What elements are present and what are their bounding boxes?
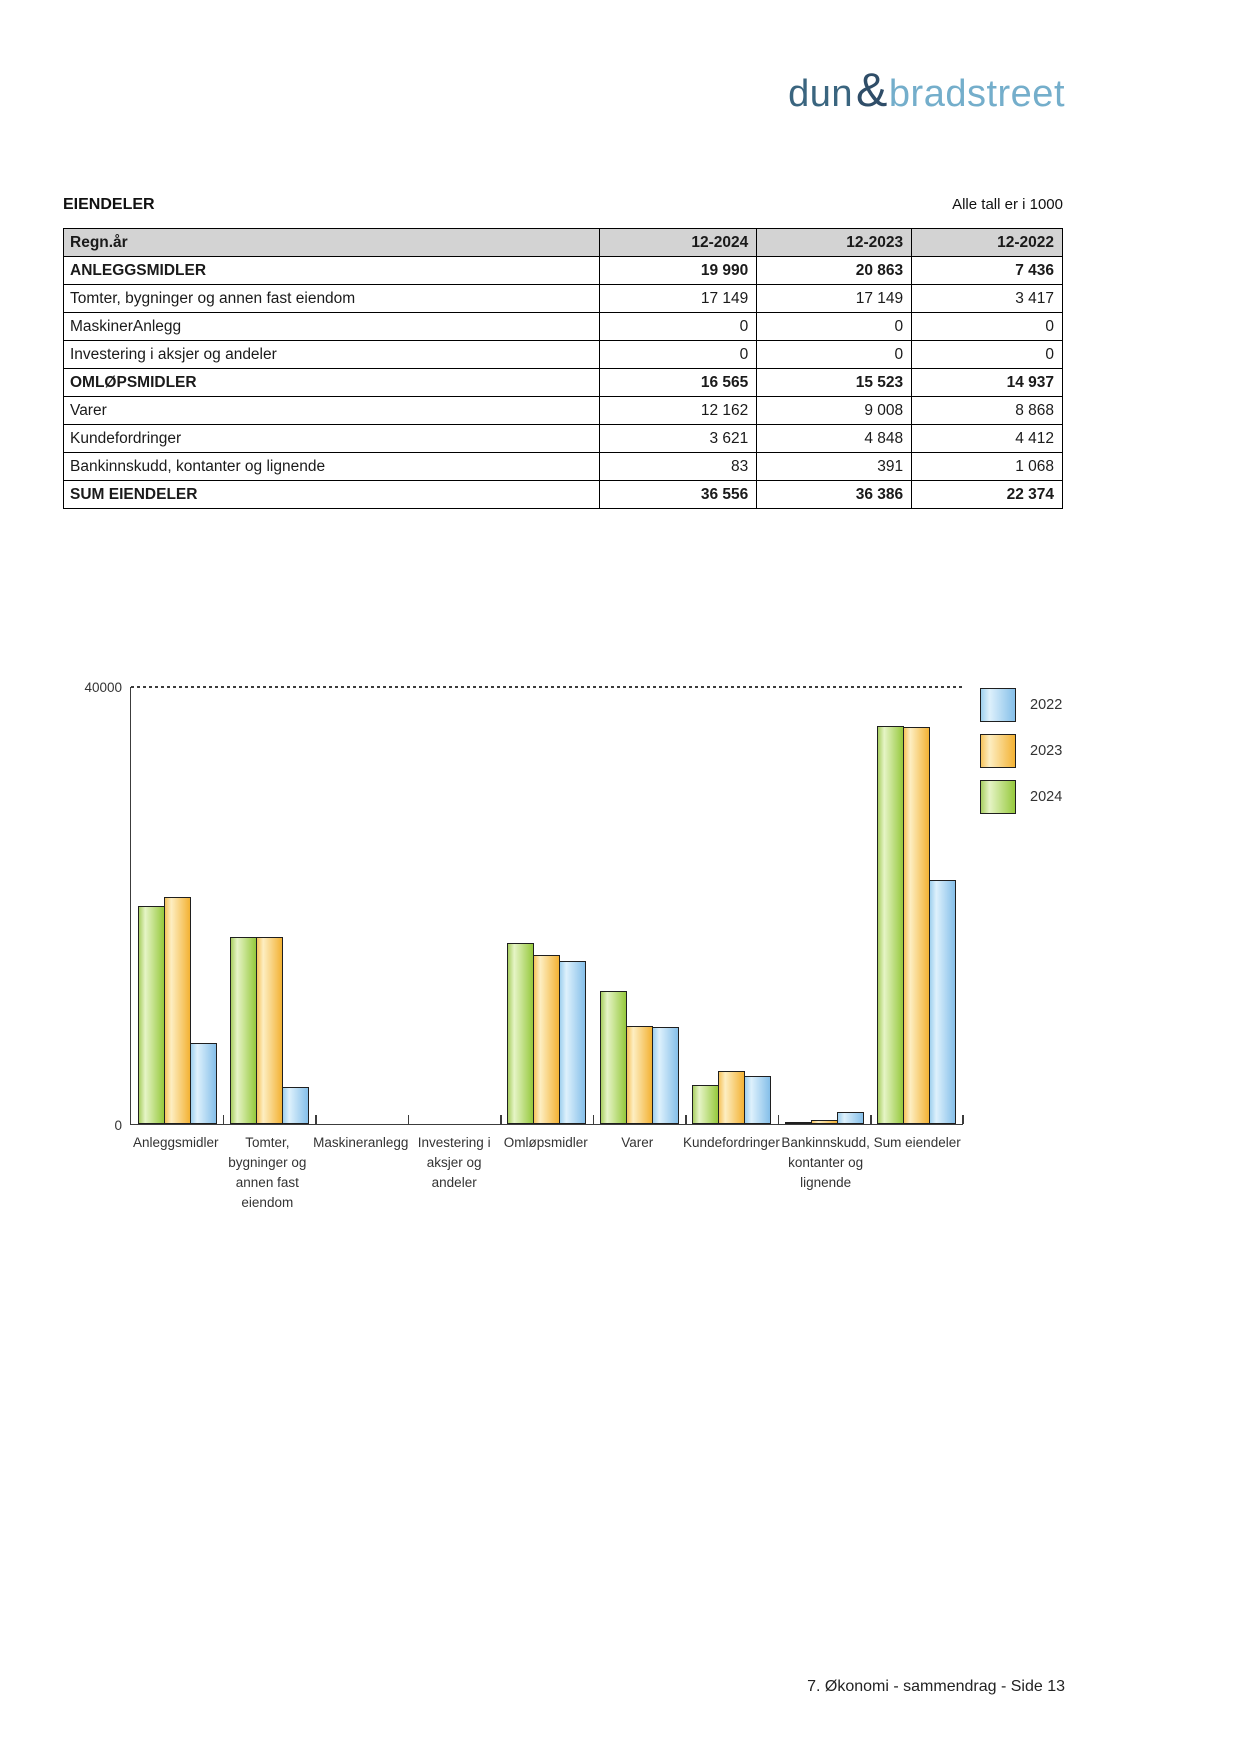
table-header-12-2022: 12-2022 bbox=[912, 229, 1063, 257]
row-value: 0 bbox=[600, 313, 757, 341]
row-label: Investering i aksjer og andeler bbox=[64, 341, 600, 369]
table-row bbox=[64, 453, 1063, 481]
logo-text-bradstreet: bradstreet bbox=[888, 73, 1065, 115]
bar-group bbox=[871, 687, 963, 1124]
row-value: 20 863 bbox=[757, 257, 912, 285]
row-label: Bankinnskudd, kontanter og lignende bbox=[64, 453, 600, 481]
assets-table bbox=[63, 228, 1063, 509]
row-label: Kundefordringer bbox=[64, 425, 600, 453]
legend-row bbox=[980, 734, 1062, 768]
row-label: Tomter, bygninger og annen fast eiendom bbox=[64, 285, 600, 313]
bar-2022 bbox=[929, 880, 956, 1124]
category-label-line: Investering i bbox=[417, 1135, 491, 1150]
table-row bbox=[64, 285, 1063, 313]
legend-label: 2023 bbox=[1030, 743, 1063, 759]
row-label: ANLEGGSMIDLER bbox=[64, 257, 600, 285]
bar-2022 bbox=[190, 1043, 217, 1124]
bar-2022 bbox=[744, 1076, 771, 1124]
row-value: 391 bbox=[757, 453, 912, 481]
category-label-line: Tomter, bbox=[245, 1135, 290, 1150]
bar-2024 bbox=[785, 1122, 812, 1124]
row-value: 1 068 bbox=[912, 453, 1063, 481]
logo-ampersand-icon: & bbox=[856, 63, 888, 116]
category-label-line: eiendom bbox=[241, 1195, 294, 1210]
legend-swatch-2023 bbox=[980, 734, 1016, 768]
units-note: Alle tall er i 1000 bbox=[952, 196, 1063, 213]
category-label-line: lignende bbox=[800, 1175, 852, 1190]
row-value: 0 bbox=[757, 313, 912, 341]
bar-2024 bbox=[230, 937, 257, 1124]
bar-group bbox=[316, 687, 408, 1124]
row-label: MaskinerAnlegg bbox=[64, 313, 600, 341]
legend-swatch-2024 bbox=[980, 780, 1016, 814]
row-value: 0 bbox=[912, 341, 1063, 369]
bar-group bbox=[223, 687, 315, 1124]
table-row bbox=[64, 397, 1063, 425]
row-value: 0 bbox=[757, 341, 912, 369]
row-value: 8 868 bbox=[912, 397, 1063, 425]
row-value: 36 556 bbox=[600, 481, 757, 509]
row-label: SUM EIENDELER bbox=[64, 481, 600, 509]
bar-2024 bbox=[507, 943, 534, 1124]
table-row bbox=[64, 481, 1063, 509]
row-value: 36 386 bbox=[757, 481, 912, 509]
table-row bbox=[64, 313, 1063, 341]
bar-group bbox=[593, 687, 685, 1124]
row-value: 12 162 bbox=[600, 397, 757, 425]
bar-group bbox=[778, 687, 870, 1124]
category-label-line: annen fast bbox=[235, 1175, 299, 1190]
row-value: 16 565 bbox=[600, 369, 757, 397]
table-row bbox=[64, 257, 1063, 285]
legend-label: 2022 bbox=[1030, 697, 1063, 713]
row-value: 17 149 bbox=[757, 285, 912, 313]
row-value: 15 523 bbox=[757, 369, 912, 397]
row-value: 17 149 bbox=[600, 285, 757, 313]
bar-2023 bbox=[626, 1026, 653, 1124]
category-label-line: Sum eiendeler bbox=[873, 1135, 961, 1150]
bar-2024 bbox=[138, 906, 165, 1124]
category-label-line: Bankinnskudd, bbox=[781, 1135, 870, 1150]
table-header-12-2023: 12-2023 bbox=[757, 229, 912, 257]
category-label-line: andeler bbox=[431, 1175, 477, 1190]
category-label-line: Kundefordringer bbox=[683, 1135, 780, 1150]
bar-2023 bbox=[811, 1120, 838, 1124]
category-label bbox=[683, 1133, 780, 1213]
y-axis-tick-max: 40000 bbox=[84, 680, 122, 695]
section-title: EIENDELER bbox=[63, 196, 155, 213]
category-label bbox=[780, 1133, 872, 1213]
row-value: 3 621 bbox=[600, 425, 757, 453]
x-axis-category-labels bbox=[130, 1133, 963, 1213]
bar-2024 bbox=[877, 726, 904, 1124]
row-label: Varer bbox=[64, 397, 600, 425]
row-value: 83 bbox=[600, 453, 757, 481]
row-value: 9 008 bbox=[757, 397, 912, 425]
bar-2022 bbox=[652, 1027, 679, 1124]
category-label bbox=[871, 1133, 963, 1213]
row-value: 19 990 bbox=[600, 257, 757, 285]
row-value: 0 bbox=[912, 313, 1063, 341]
category-label-line: kontanter og bbox=[788, 1155, 864, 1170]
bar-2024 bbox=[692, 1085, 719, 1124]
bar-2022 bbox=[559, 961, 586, 1124]
category-label-line: Omløpsmidler bbox=[503, 1135, 588, 1150]
table-row bbox=[64, 341, 1063, 369]
row-value: 3 417 bbox=[912, 285, 1063, 313]
category-label bbox=[592, 1133, 684, 1213]
bar-2024 bbox=[600, 991, 627, 1124]
table-row bbox=[64, 425, 1063, 453]
legend-label: 2024 bbox=[1030, 789, 1063, 805]
bar-2023 bbox=[903, 727, 930, 1124]
category-label bbox=[130, 1133, 222, 1213]
category-label bbox=[408, 1133, 500, 1213]
legend-swatch-2022 bbox=[980, 688, 1016, 722]
bar-2022 bbox=[837, 1112, 864, 1124]
bar-2023 bbox=[533, 955, 560, 1124]
bar-chart-plot-area bbox=[130, 687, 963, 1125]
legend-row bbox=[980, 780, 1062, 814]
category-label bbox=[222, 1133, 314, 1213]
bar-group bbox=[131, 687, 223, 1124]
category-label-line: Maskineranlegg bbox=[313, 1135, 409, 1150]
row-value: 7 436 bbox=[912, 257, 1063, 285]
bar-2023 bbox=[718, 1071, 745, 1124]
bar-2023 bbox=[256, 937, 283, 1124]
category-label-line: aksjer og bbox=[426, 1155, 482, 1170]
table-header-12-2024: 12-2024 bbox=[600, 229, 757, 257]
category-label bbox=[313, 1133, 408, 1213]
chart-legend bbox=[980, 688, 1062, 814]
dun-bradstreet-logo bbox=[788, 63, 1065, 116]
logo-text-dun: dun bbox=[788, 73, 854, 115]
row-label: OMLØPSMIDLER bbox=[64, 369, 600, 397]
y-axis-tick-zero: 0 bbox=[114, 1118, 122, 1133]
category-label bbox=[500, 1133, 592, 1213]
bar-group bbox=[501, 687, 593, 1124]
bar-group bbox=[408, 687, 500, 1124]
bar-group bbox=[686, 687, 778, 1124]
row-value: 22 374 bbox=[912, 481, 1063, 509]
category-label-line: Varer bbox=[621, 1135, 654, 1150]
row-value: 0 bbox=[600, 341, 757, 369]
table-header-regnaar: Regn.år bbox=[64, 229, 600, 257]
category-label-line: bygninger og bbox=[228, 1155, 307, 1170]
legend-row bbox=[980, 688, 1062, 722]
category-label-line: Anleggsmidler bbox=[133, 1135, 219, 1150]
row-value: 4 848 bbox=[757, 425, 912, 453]
table-row bbox=[64, 369, 1063, 397]
row-value: 4 412 bbox=[912, 425, 1063, 453]
bar-2022 bbox=[282, 1087, 309, 1124]
bar-2023 bbox=[164, 897, 191, 1124]
title-row bbox=[63, 196, 1063, 214]
row-value: 14 937 bbox=[912, 369, 1063, 397]
table-header-row bbox=[64, 229, 1063, 257]
page-footer: 7. Økonomi - sammendrag - Side 13 bbox=[807, 1678, 1065, 1695]
